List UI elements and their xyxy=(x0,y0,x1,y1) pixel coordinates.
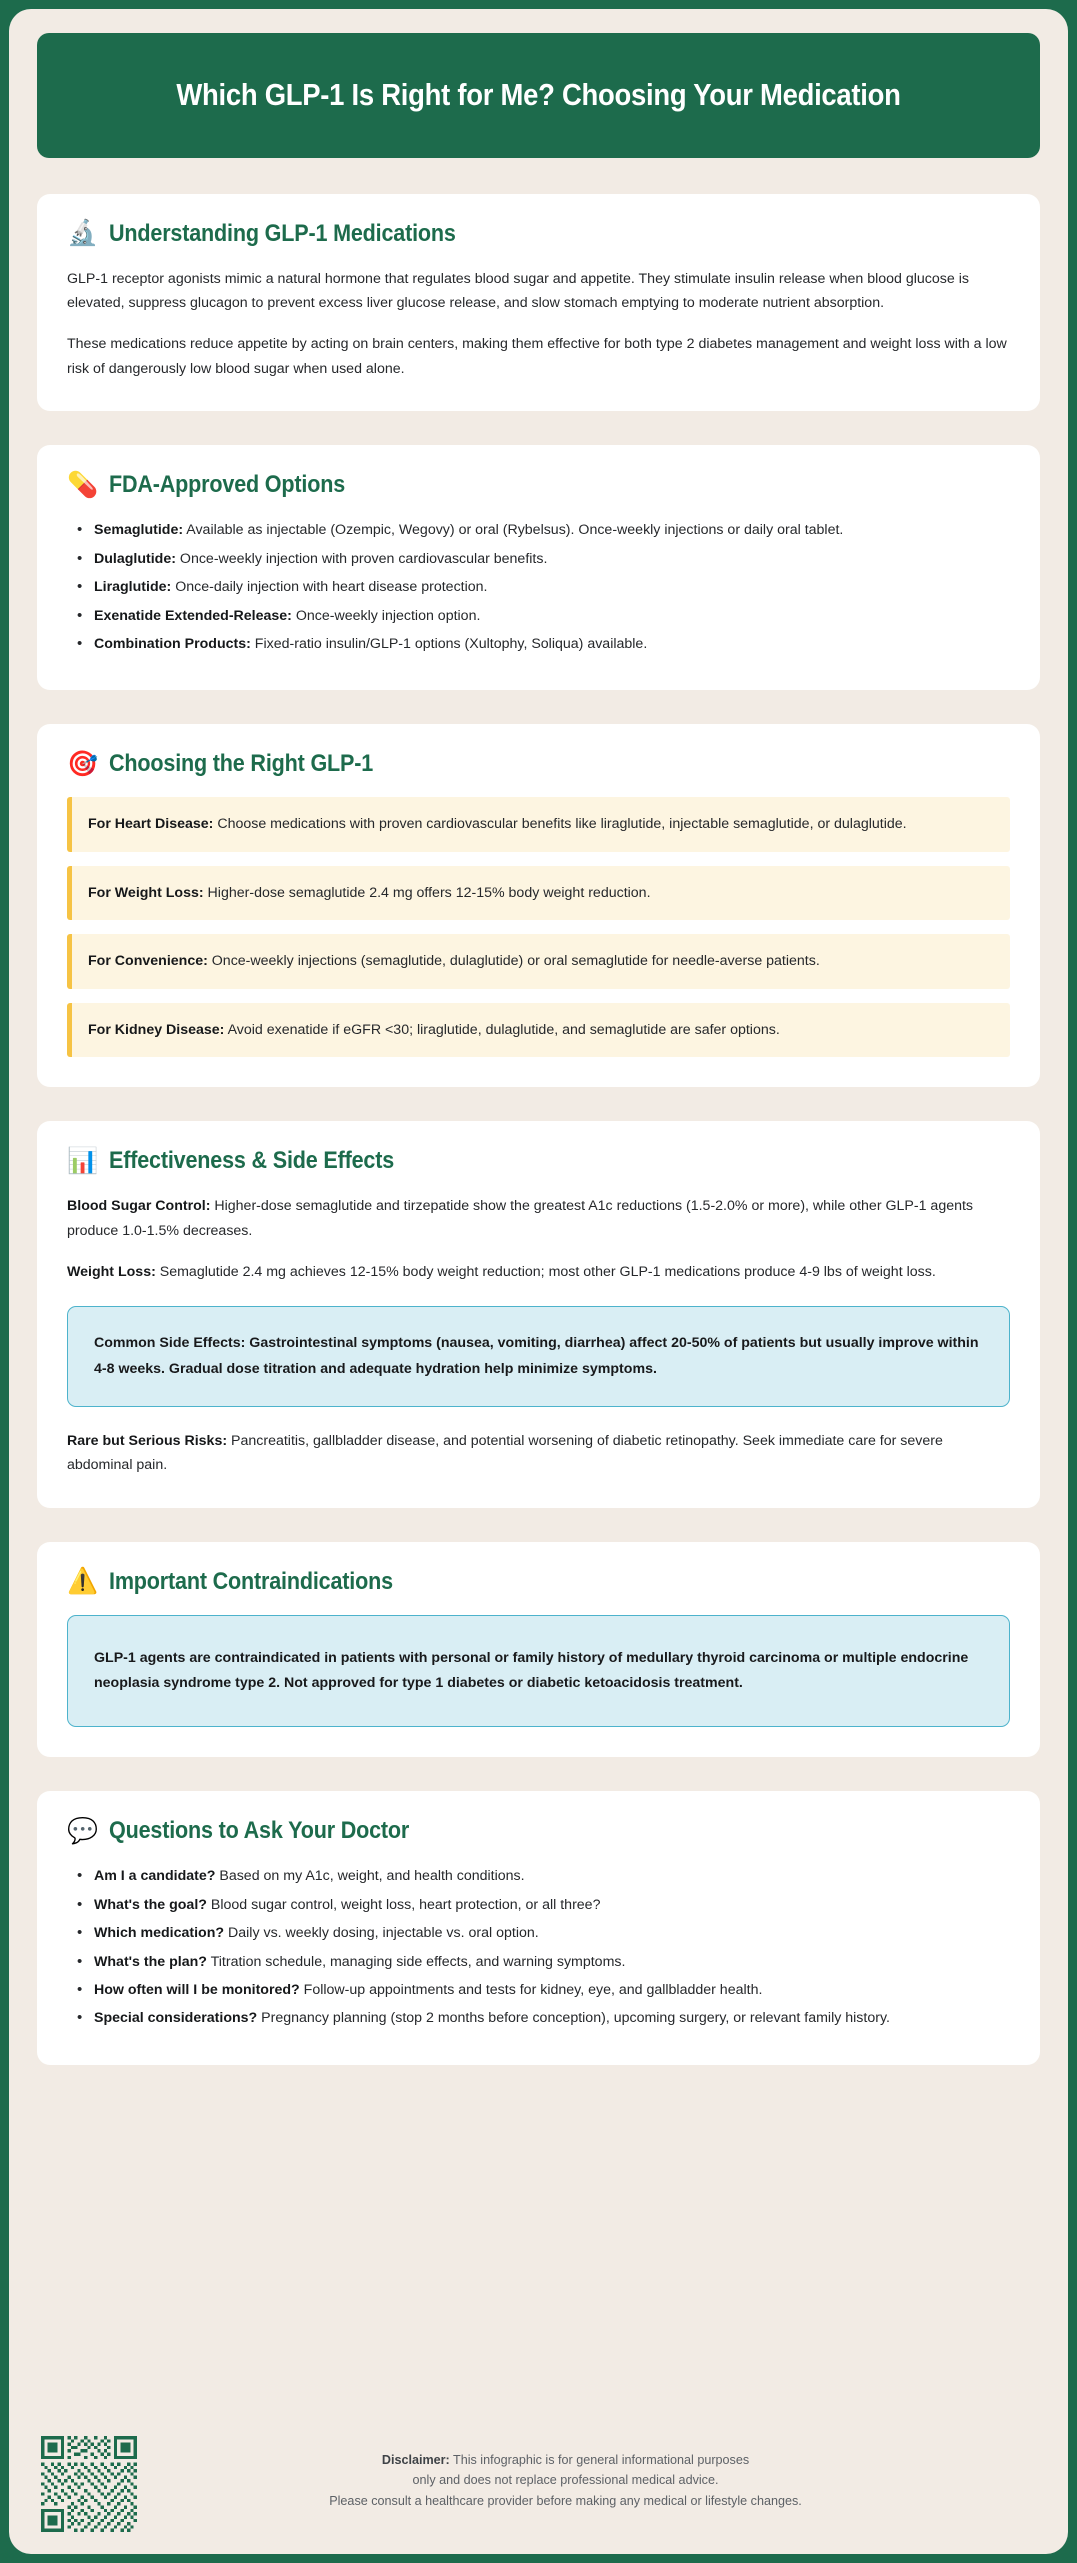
list-item xyxy=(71,2006,1010,2030)
disclaimer-line-2: only and does not replace professional medical advice. xyxy=(412,2473,719,2488)
item-text: Once-weekly injection option. xyxy=(291,607,481,624)
section-effectiveness xyxy=(37,1121,1040,1508)
callout-text: Avoid exenatide if eGFR <30; liraglutide, dulaglutide, and semaglutide are safer options. xyxy=(224,1021,780,1038)
list-item xyxy=(71,1921,1010,1945)
section-header xyxy=(67,220,1010,248)
section-title-questions: Questions to Ask Your Doctor xyxy=(109,1817,410,1845)
callout-lead: For Heart Disease: xyxy=(88,816,214,833)
list-item xyxy=(71,1978,1010,2002)
section-title-fda-options: FDA-Approved Options xyxy=(109,471,346,499)
rare-serious-risks xyxy=(67,1429,1010,1478)
pill-icon: 💊 xyxy=(67,470,99,499)
callout-convenience xyxy=(67,934,1010,988)
item-text: Fixed-ratio insulin/GLP-1 options (Xultophy, Soliqua) available. xyxy=(250,635,648,652)
section-questions xyxy=(37,1791,1040,2065)
item-lead: How often will I be monitored? xyxy=(94,1982,300,1998)
section-header xyxy=(67,471,1010,499)
list-item xyxy=(71,1864,1010,1888)
weight-loss-effect xyxy=(67,1260,1010,1284)
item-text: Pregnancy planning (stop 2 months before conception), upcoming surgery, or relevant family history. xyxy=(257,2010,890,2027)
header-banner xyxy=(37,33,1040,158)
item-lead: Which medication? xyxy=(94,1925,225,1942)
section-title-understanding: Understanding GLP-1 Medications xyxy=(109,219,456,247)
page-content xyxy=(9,9,1068,2554)
item-text: Daily vs. weekly dosing, injectable vs. oral option. xyxy=(224,1925,539,1942)
callout-text: Once-weekly injections (semaglutide, dulaglutide) or oral semaglutide for needle-averse patients. xyxy=(207,953,820,970)
section-choosing xyxy=(37,724,1040,1087)
list-item xyxy=(71,632,1010,656)
list-item xyxy=(71,1893,1010,1917)
blood-sugar-control xyxy=(67,1194,1010,1243)
warning-icon: ⚠️ xyxy=(67,1567,99,1596)
target-icon: 🎯 xyxy=(67,749,99,778)
page-title: Which GLP-1 Is Right for Me? Choosing Your Medication xyxy=(176,78,901,112)
item-lead: Am I a candidate? xyxy=(94,1868,216,1885)
section-title-contraindications: Important Contraindications xyxy=(109,1567,394,1595)
disclaimer-line-1: This infographic is for general informational purposes xyxy=(449,2453,750,2467)
callout-kidney-disease xyxy=(67,1003,1010,1057)
item-text: Blood sugar control, weight loss, heart protection, or all three? xyxy=(206,1896,601,1913)
callout-lead: For Convenience: xyxy=(88,953,208,970)
section-understanding xyxy=(37,194,1040,412)
blood-sugar-lead: Blood Sugar Control: xyxy=(67,1198,211,1215)
item-lead: What's the goal? xyxy=(94,1896,207,1913)
item-text: Available as injectable (Ozempic, Wegovy) or oral (Rybelsus). Once-weekly injections or daily oral tablet. xyxy=(183,522,844,539)
weight-loss-lead: Weight Loss: xyxy=(67,1263,156,1280)
item-lead: Liraglutide: xyxy=(94,579,172,596)
callout-weight-loss xyxy=(67,866,1010,920)
understanding-paragraph-2: These medications reduce appetite by acting on brain centers, making them effective for both type 2 diabetes management and weight loss with a low risk of dangerously low blood sugar when used alone. xyxy=(67,336,1007,377)
item-lead: Dulaglutide: xyxy=(94,550,176,567)
item-text: Based on my A1c, weight, and health conditions. xyxy=(215,1868,525,1885)
callout-text: Higher-dose semaglutide 2.4 mg offers 12-15% body weight reduction. xyxy=(203,884,651,901)
item-lead: Special considerations? xyxy=(94,2010,258,2027)
item-text: Follow-up appointments and tests for kidney, eye, and gallbladder health. xyxy=(299,1982,763,1998)
list-item xyxy=(71,547,1010,571)
list-item xyxy=(71,518,1010,542)
callout-common-side-effects: Common Side Effects: Gastrointestinal symptoms (nausea, vomiting, diarrhea) affect 20-50% of patients but usually improve within 4-8 weeks. Gradual dose titration and adequate hydration help minimize symptoms. xyxy=(67,1306,1010,1407)
section-title-choosing: Choosing the Right GLP-1 xyxy=(109,750,374,778)
speech-balloon-icon: 💬 xyxy=(67,1816,99,1845)
callout-lead: For Kidney Disease: xyxy=(88,1021,225,1038)
item-lead: Combination Products: xyxy=(94,635,251,652)
weight-loss-text: Semaglutide 2.4 mg achieves 12-15% body weight reduction; most other GLP-1 medications produce 4-9 lbs of weight loss. xyxy=(155,1263,936,1280)
qr-code[interactable] xyxy=(41,2436,137,2532)
microscope-icon: 🔬 xyxy=(67,219,99,248)
section-header xyxy=(67,1817,1010,1845)
list-item xyxy=(71,604,1010,628)
item-text: Once-weekly injection with proven cardiovascular benefits. xyxy=(175,550,548,567)
section-header xyxy=(67,1568,1010,1596)
understanding-paragraph-1: GLP-1 receptor agonists mimic a natural hormone that regulates blood sugar and appetite. They stimulate insulin release when blood glucose is elevated, suppress glucagon to prevent excess liver glucose release, and slow stomach emptying to moderate nutrient absorption. xyxy=(67,270,969,312)
rare-risks-lead: Rare but Serious Risks: xyxy=(67,1432,228,1449)
footer xyxy=(37,2420,1040,2554)
disclaimer-lead: Disclaimer: xyxy=(381,2453,450,2467)
callout-heart-disease xyxy=(67,797,1010,851)
section-header xyxy=(67,1147,1010,1175)
section-title-effectiveness: Effectiveness & Side Effects xyxy=(109,1147,395,1175)
bar-chart-icon: 📊 xyxy=(67,1146,99,1175)
disclaimer-line-3: Please consult a healthcare provider before making any medical or lifestyle changes. xyxy=(329,2493,802,2508)
item-lead: What's the plan? xyxy=(94,1953,207,1970)
callout-contraindications: GLP-1 agents are contraindicated in patients with personal or family history of medullary thyroid carcinoma or multiple endocrine neoplasia syndrome type 2. Not approved for type 1 diabetes or diabetic ketoacidosis treatment. xyxy=(67,1615,1010,1728)
list-item xyxy=(71,575,1010,599)
list-item xyxy=(71,1950,1010,1974)
callout-lead: For Weight Loss: xyxy=(88,884,204,901)
disclaimer-text xyxy=(155,2436,1036,2511)
section-fda-options xyxy=(37,445,1040,690)
item-text: Once-daily injection with heart disease protection. xyxy=(171,579,488,596)
item-lead: Exenatide Extended-Release: xyxy=(94,607,292,624)
questions-list xyxy=(67,1864,1010,2031)
section-contraindications xyxy=(37,1542,1040,1758)
rare-risks-text: Pancreatitis, gallbladder disease, and potential worsening of diabetic retinopathy. Seek immediate care for severe abdominal pain. xyxy=(67,1432,943,1474)
item-lead: Semaglutide: xyxy=(94,522,184,539)
blood-sugar-text: Higher-dose semaglutide and tirzepatide show the greatest A1c reductions (1.5-2.0% or more), while other GLP-1 agents produce 1.0-1.5% decreases. xyxy=(67,1198,974,1239)
section-header xyxy=(67,750,1010,778)
callout-text: Choose medications with proven cardiovascular benefits like liraglutide, injectable semaglutide, or dulaglutide. xyxy=(213,816,907,833)
fda-options-list xyxy=(67,518,1010,656)
item-text: Titration schedule, managing side effects, and warning symptoms. xyxy=(206,1953,626,1970)
